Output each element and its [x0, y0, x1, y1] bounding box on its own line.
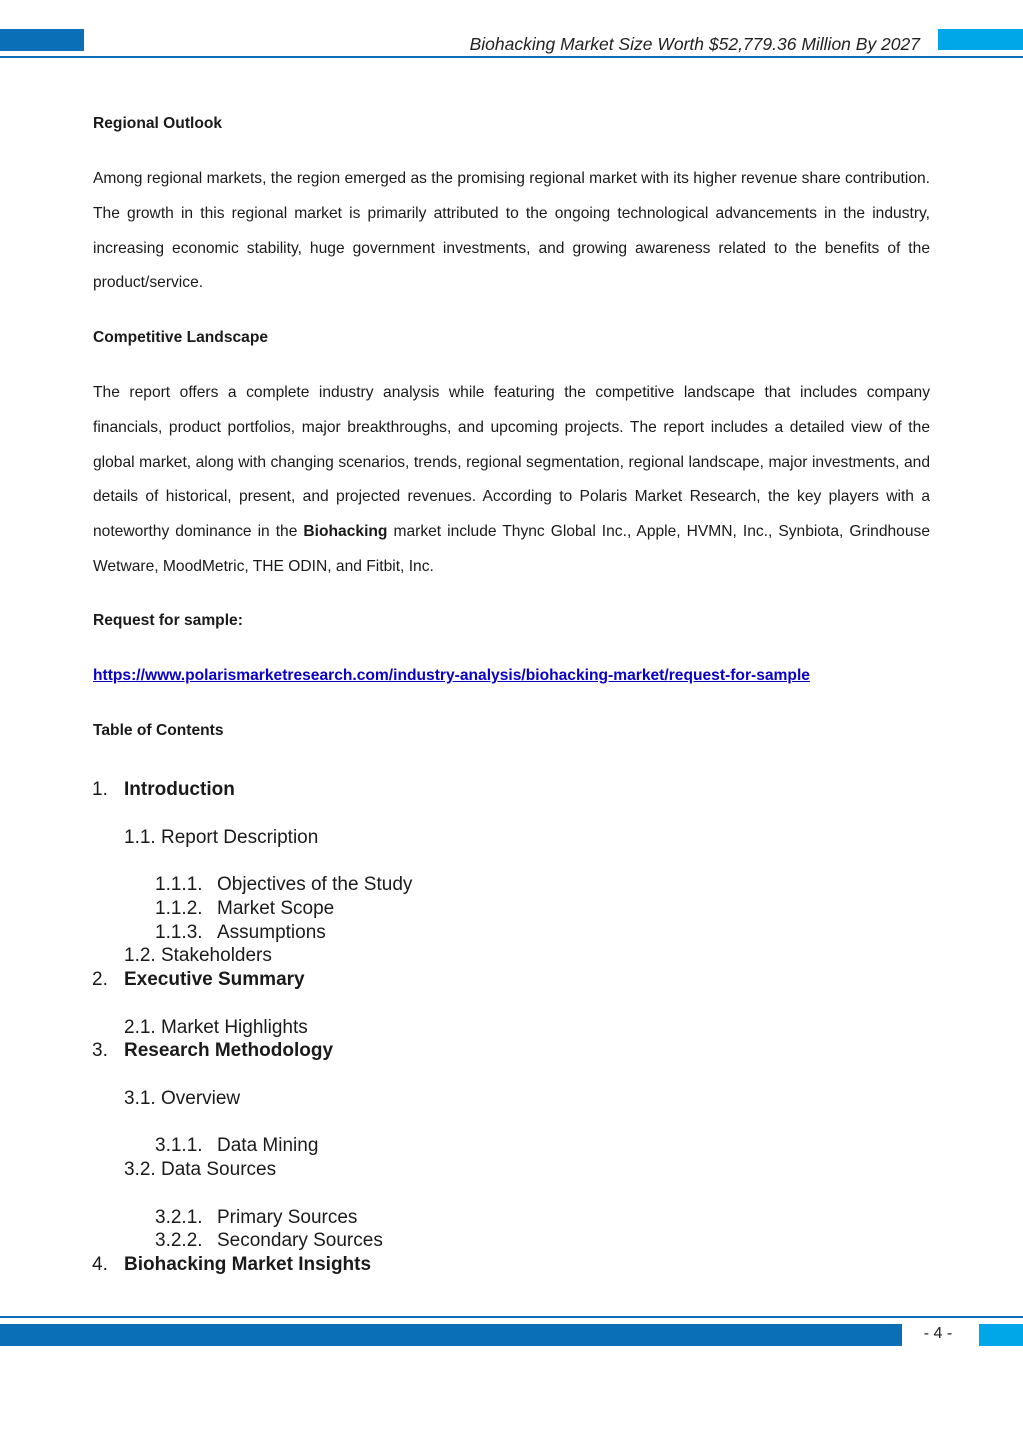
toc-number: 4. [92, 1254, 108, 1275]
toc-item-3-1[interactable]: 3.1. Overview [124, 1088, 241, 1109]
toc-number: 3.1.1. [155, 1135, 203, 1156]
footer-bar [0, 1324, 902, 1346]
toc-title: Primary Sources [217, 1207, 358, 1228]
footer-rule [0, 1316, 1023, 1318]
toc-item-1-1-3[interactable] [155, 922, 326, 944]
toc-title: Secondary Sources [217, 1230, 383, 1251]
toc-item-1-2[interactable]: 1.2. Stakeholders [124, 945, 272, 966]
toc-title: Introduction [124, 779, 235, 800]
request-sample-link-row [93, 659, 930, 694]
regional-outlook-paragraph: Among regional markets, the region emerged as the promising regional market with its higher revenue share contribution. The growth in this regional market is primarily attributed to the ongoing technological advancements in the industry, increasing economic stability, huge government investments, and growing awareness related to the benefits of the product/service. [93, 170, 930, 292]
toc-number: 3.2.1. [155, 1207, 203, 1228]
toc-item-2[interactable] [92, 969, 305, 991]
toc-item-1[interactable] [92, 779, 235, 801]
toc-number: 2. [92, 969, 108, 990]
toc-item-3-2-1[interactable] [155, 1207, 357, 1229]
header-rule [0, 56, 1023, 58]
competitive-text-start: The report offers a complete industry analysis while featuring the competitive landscape that includes company financials, product portfolios, major breakthroughs, and upcoming projects. The report includes a detailed view of the global market, along with changing scenarios, trends, regional segmentation, regional landscape, major investments, and details of historical, present, and projected revenues. According to Polaris Market Research, the key players with a noteworthy dominance in the [93, 384, 930, 541]
toc-title: Executive Summary [124, 969, 305, 990]
toc-item-1-1-2[interactable] [155, 898, 334, 920]
competitive-landscape-paragraph [93, 376, 930, 585]
header-accent-right [938, 29, 1023, 50]
page-number: - 4 - [923, 1325, 953, 1342]
toc-title: Objectives of the Study [217, 874, 413, 895]
toc-heading: Table of Contents [93, 722, 224, 739]
toc-item-4[interactable] [92, 1254, 371, 1276]
competitive-landscape-heading: Competitive Landscape [93, 329, 269, 346]
toc-item-2-1[interactable]: 2.1. Market Highlights [124, 1017, 308, 1038]
toc-item-3-2-2[interactable] [155, 1230, 383, 1252]
toc-number: 1.1.2. [155, 898, 203, 919]
toc-item-1-1[interactable]: 1.1. Report Description [124, 827, 319, 848]
request-sample-heading: Request for sample: [93, 612, 243, 629]
request-sample-link[interactable]: https://www.polarismarketresearch.com/industry-analysis/biohacking-market/request-for-sample [93, 667, 810, 684]
toc-title: Data Mining [217, 1135, 319, 1156]
toc-title: Assumptions [217, 922, 326, 943]
toc-item-3[interactable] [92, 1040, 333, 1062]
footer-accent-right [979, 1324, 1023, 1346]
toc-item-3-2[interactable]: 3.2. Data Sources [124, 1159, 277, 1180]
biohacking-keyword: Biohacking [303, 523, 388, 541]
toc-number: 1.1.3. [155, 922, 203, 943]
toc-title: Market Scope [217, 898, 335, 919]
toc-number: 3.2.2. [155, 1230, 203, 1251]
toc-item-1-1-1[interactable] [155, 874, 412, 896]
competitive-text-end: market include Thync Global Inc., Apple, HVMN, Inc., Synbiota, Grindhouse Wetware, MoodMetric, THE ODIN, and Fitbit, Inc. [93, 523, 930, 575]
header-title: Biohacking Market Size Worth $52,779.36 Million By 2027 [469, 34, 920, 54]
toc-number: 1.1.1. [155, 874, 203, 895]
toc-title: Research Methodology [124, 1040, 334, 1061]
toc-item-3-1-1[interactable] [155, 1135, 318, 1157]
header-accent-left [0, 29, 84, 51]
toc-number: 3. [92, 1040, 108, 1061]
toc-title: Biohacking Market Insights [124, 1254, 372, 1275]
regional-outlook-heading: Regional Outlook [93, 115, 223, 132]
toc-number: 1. [92, 779, 108, 800]
